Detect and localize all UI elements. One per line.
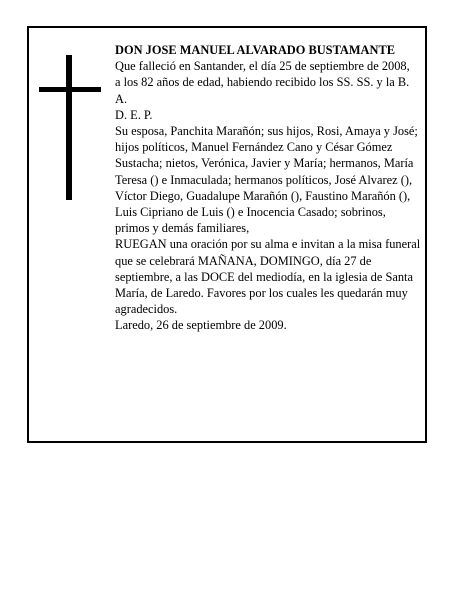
cross-horizontal-bar <box>39 87 101 92</box>
notice-text <box>115 42 422 334</box>
obituary-notice <box>27 26 427 443</box>
funeral-request: RUEGAN una oración por su alma e invitan a la misa funeral que se celebrará MAÑANA, DOMINGO, día 27 de septiembre, a las DOCE del mediodía, en la iglesia de Santa María, de Laredo. Favores por los cuales les quedarán muy agradecidos. <box>115 237 421 317</box>
place-date: Laredo, 26 de septiembre de 2009. <box>115 318 287 333</box>
cross-vertical-bar <box>66 55 72 200</box>
age-line: a los 82 años de edad, habiendo recibido los SS. SS. y la B. A. <box>115 75 410 106</box>
family-list: Su esposa, Panchita Marañón; sus hijos, Rosi, Amaya y José; hijos políticos, Manuel Fernández Cano y César Gómez Sustacha; nietos, Verónica, Javier y María; hermanos, María Teresa () e Inmaculada; hermanos políticos, José Alvarez (), Víctor Diego, Guadalupe Marañón (), Faustino Marañón (), Luis Cipriano de Luis () e Inocencia Casado; sobrinos, primos y demás familiares, <box>115 124 418 236</box>
deceased-name: DON JOSE MANUEL ALVARADO BUSTAMANTE <box>115 43 395 57</box>
death-line: Que falleció en Santander, el día 25 de septiembre de 2008, <box>115 59 410 74</box>
rip-line: D. E. P. <box>115 107 153 122</box>
cross-icon <box>39 55 101 200</box>
